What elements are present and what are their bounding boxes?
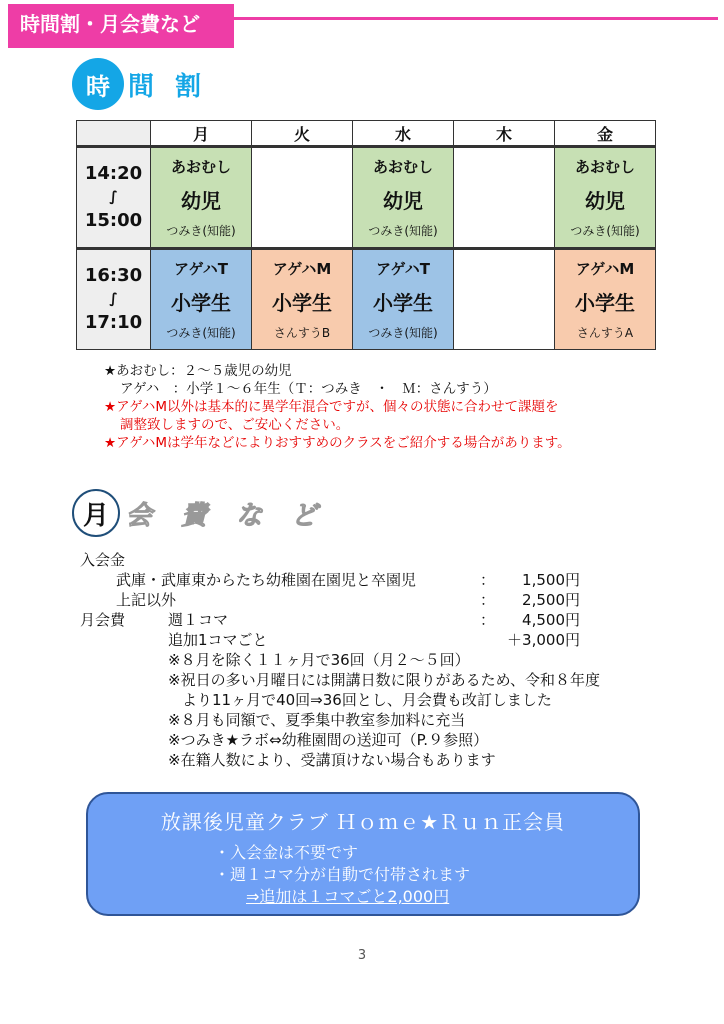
class-subject: さんすうB bbox=[273, 326, 331, 340]
fee-heading bbox=[72, 488, 327, 538]
fee-amount: 2,500円 bbox=[522, 591, 580, 609]
class-cell bbox=[353, 249, 454, 350]
page-number: 3 bbox=[357, 948, 367, 963]
class-cell bbox=[353, 147, 454, 249]
fee-item-label: 追加1コマごと bbox=[168, 631, 268, 649]
timetable-heading-circle: 時 bbox=[72, 58, 124, 110]
club-details bbox=[214, 842, 470, 908]
class-level: 小学生 bbox=[171, 291, 231, 315]
fee-category-label: 入会金 bbox=[80, 551, 126, 569]
timetable-row bbox=[77, 147, 656, 249]
fee-row bbox=[80, 610, 680, 630]
class-cell bbox=[555, 147, 656, 249]
class-name: アゲハM bbox=[575, 260, 635, 278]
empty-cell bbox=[454, 249, 555, 350]
note-line: アゲハ ：小学１～６年生（Ｔ：つみき ・ Ｍ：さんすう） bbox=[120, 381, 497, 397]
club-info-box bbox=[86, 792, 640, 916]
class-subject: つみき(知能) bbox=[368, 326, 438, 340]
time-start: 16:30 bbox=[84, 265, 143, 286]
timetable bbox=[76, 120, 656, 350]
club-detail-line: ・週１コマ分が自動で付帯されます bbox=[214, 865, 471, 884]
fee-row bbox=[80, 550, 680, 570]
class-name: あおむし bbox=[372, 158, 433, 176]
class-level: 幼児 bbox=[383, 189, 423, 213]
fee-note: ※８月を除く１１ヶ月で36回（月２～５回） bbox=[168, 651, 470, 669]
fee-colon: ： bbox=[480, 611, 496, 629]
fee-row bbox=[80, 570, 680, 590]
timetable-notes bbox=[104, 362, 571, 452]
club-detail-line: ・入会金は不要です bbox=[214, 843, 359, 862]
section-header-tag: 時間割・月会費など bbox=[8, 4, 234, 48]
fee-note: より11ヶ月で40回⇒36回とし、月会費も改訂しました bbox=[182, 691, 552, 709]
class-subject: つみき(知能) bbox=[368, 224, 438, 238]
time-slot bbox=[77, 147, 151, 249]
note-line-red: ★アゲハMは学年などによりおすすめのクラスをご紹介する場合があります。 bbox=[104, 435, 571, 451]
timetable-row bbox=[77, 249, 656, 350]
timetable-heading-text: 間 割 bbox=[128, 71, 208, 102]
class-level: 幼児 bbox=[585, 189, 625, 213]
fee-row bbox=[80, 590, 680, 610]
fee-colon: ： bbox=[480, 591, 496, 609]
fee-note: ※つみき★ラボ⇔幼稚園間の送迎可（P.９参照） bbox=[168, 731, 489, 749]
fee-colon: ： bbox=[480, 571, 496, 589]
class-subject: つみき(知能) bbox=[166, 326, 236, 340]
fee-list bbox=[80, 550, 680, 770]
time-tilde: ∫ bbox=[109, 290, 118, 307]
time-end: 17:10 bbox=[84, 312, 143, 334]
note-line-red: ★アゲハM以外は基本的に異学年混合ですが、個々の状態に合わせて課題を bbox=[104, 399, 559, 415]
class-level: 小学生 bbox=[575, 291, 635, 315]
empty-cell bbox=[252, 147, 353, 249]
day-header: 木 bbox=[454, 121, 555, 147]
note-line: ★あおむし：２～５歳児の幼児 bbox=[104, 363, 292, 379]
time-end: 15:00 bbox=[84, 210, 143, 232]
class-level: 小学生 bbox=[373, 291, 433, 315]
header-rule bbox=[234, 17, 718, 20]
time-start: 14:20 bbox=[84, 163, 143, 184]
fee-heading-circle: 月 bbox=[72, 489, 120, 537]
class-level: 小学生 bbox=[272, 291, 332, 315]
note-line-red: 調整致しますので、ご安心ください。 bbox=[120, 417, 350, 433]
day-header: 月 bbox=[151, 121, 252, 147]
fee-note: ※８月も同額で、夏季集中教室参加料に充当 bbox=[168, 711, 466, 729]
fee-item-label: 週１コマ bbox=[168, 611, 229, 629]
class-cell bbox=[555, 249, 656, 350]
class-name: アゲハT bbox=[376, 260, 430, 278]
class-name: アゲハM bbox=[272, 260, 332, 278]
fee-item-label: 武庫・武庫東からたち幼稚園在園児と卒園児 bbox=[116, 571, 417, 589]
class-subject: さんすうA bbox=[576, 326, 634, 340]
time-tilde: ∫ bbox=[109, 188, 118, 205]
fee-note: ※在籍人数により、受講頂けない場合もあります bbox=[168, 751, 496, 769]
day-header: 火 bbox=[252, 121, 353, 147]
class-subject: つみき(知能) bbox=[570, 224, 640, 238]
fee-category-label: 月会費 bbox=[80, 611, 126, 629]
class-name: あおむし bbox=[574, 158, 635, 176]
day-header: 水 bbox=[353, 121, 454, 147]
class-subject: つみき(知能) bbox=[166, 224, 236, 238]
empty-cell bbox=[454, 147, 555, 249]
class-name: アゲハT bbox=[174, 260, 228, 278]
club-title: 放課後児童クラブ Ｈｏｍｅ★Ｒｕｎ正会員 bbox=[160, 810, 566, 834]
fee-row bbox=[80, 630, 680, 650]
fee-item-label: 上記以外 bbox=[116, 591, 177, 609]
fee-amount: ＋3,000円 bbox=[507, 631, 580, 649]
class-name: あおむし bbox=[170, 158, 231, 176]
class-cell bbox=[151, 147, 252, 249]
fee-note: ※祝日の多い月曜日には開講日数に限りがあるため、令和８年度 bbox=[168, 671, 600, 689]
class-cell bbox=[151, 249, 252, 350]
timetable-header-row bbox=[77, 121, 656, 147]
fee-amount: 1,500円 bbox=[522, 571, 580, 589]
class-level: 幼児 bbox=[181, 189, 221, 213]
fee-amount: 4,500円 bbox=[522, 611, 580, 629]
time-slot bbox=[77, 249, 151, 350]
class-cell bbox=[252, 249, 353, 350]
club-additional-fee: ⇒追加は１コマごと2,000円 bbox=[246, 887, 450, 906]
day-header: 金 bbox=[555, 121, 656, 147]
timetable-corner bbox=[77, 121, 151, 147]
timetable-heading bbox=[72, 58, 207, 110]
fee-heading-text: 会 費 な ど bbox=[126, 500, 328, 531]
